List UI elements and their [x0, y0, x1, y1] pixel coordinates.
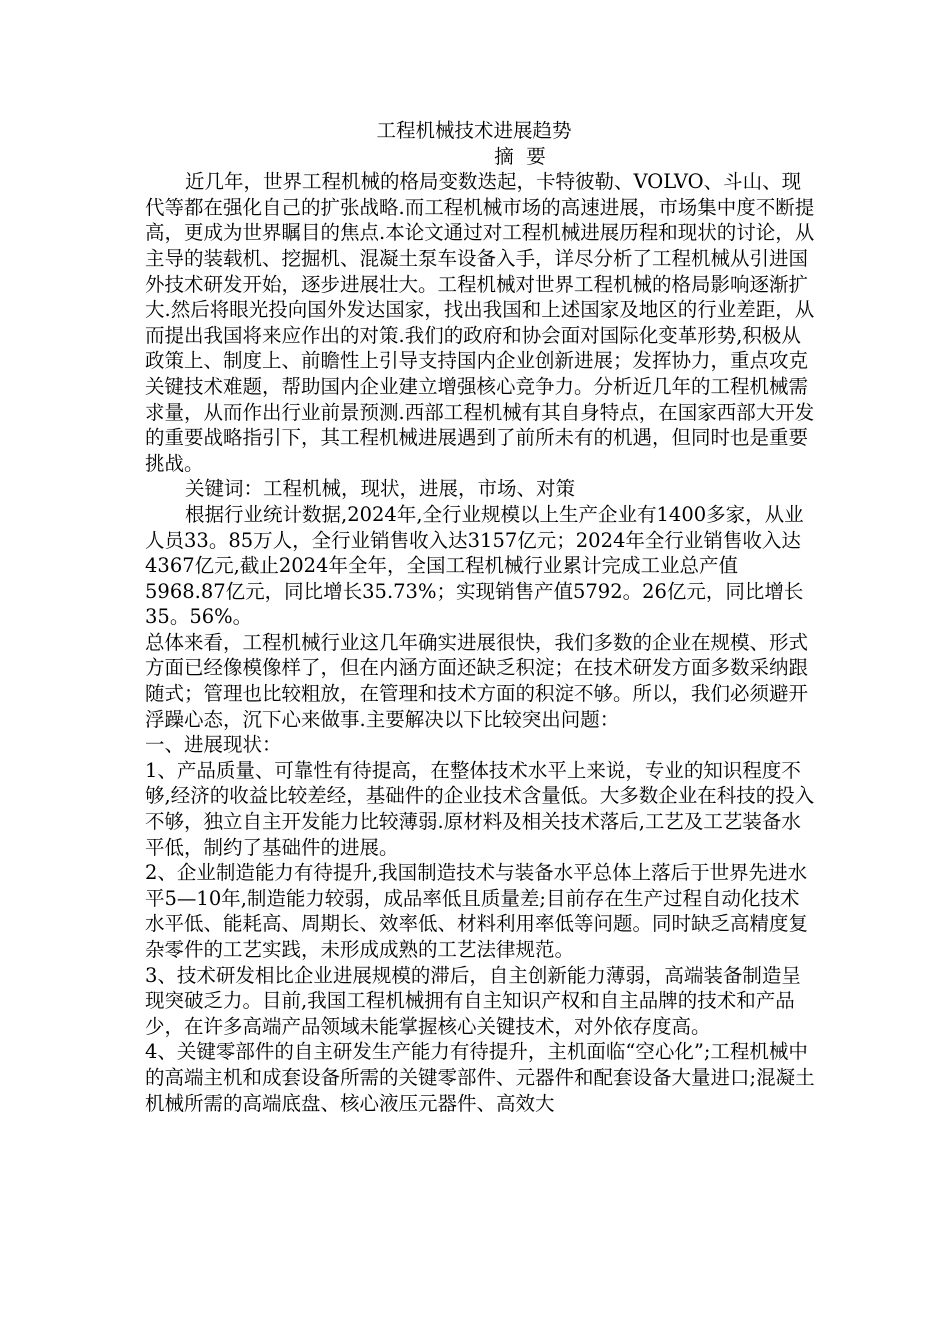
- abstract-heading: 摘 要: [494, 144, 546, 168]
- list-item-1: 1、产品质量、可靠性有待提高，在整体技术水平上来说，专业的知识程度不够,经济的收益比较差经，基础件的企业技术含量低。大多数企业在科技的投入不够，独立自主开发能力比较薄弱.原材料及相关技术落后,工艺及工艺装备水平低，制约了基础件的进展。: [145, 758, 815, 859]
- list-item-4: 4、关键零部件的自主研发生产能力有待提升，主机面临“空心化”;工程机械中的高端主机和成套设备所需的关键零部件、元器件和配套设备大量进口;混凝土机械所需的高端底盘、核心液压元器件、高效大: [145, 1040, 815, 1115]
- keywords-line: 关键词：工程机械，现状，进展，市场、对策: [185, 477, 576, 501]
- section-heading-status: 一、进展现状：: [145, 733, 282, 757]
- document-title: 工程机械技术进展趋势: [376, 119, 572, 142]
- list-item-3: 3、技术研发相比企业进展规模的滞后，自主创新能力薄弱，高端装备制造呈现突破乏力。目前,我国工程机械拥有自主知识产权和自主品牌的技术和产品少，在许多高端产品领域未能掌握核心关键技术，对外依存度高。: [145, 963, 801, 1038]
- statistics-paragraph: 根据行业统计数据,2024年,全行业规模以上生产企业有1400多家，从业人员33。85万人，全行业销售收入达3157亿元；2024年全行业销售收入达4367亿元,截止2024年全年，全国工程机械行业累计完成工业总产值5968.87亿元，同比增长35.73%；实现销售产值5792。26亿元，同比增长35。56%。: [145, 502, 804, 629]
- document-page: [145, 118, 815, 1116]
- abstract-paragraph: 近几年，世界工程机械的格局变数迭起，卡特彼勒、VOLVO、斗山、现代等都在强化自己的扩张战略.而工程机械市场的高速进展，市场集中度不断提高，更成为世界瞩目的焦点.本论文通过对工程机械进展历程和现状的讨论，从主导的装载机、挖掘机、混凝土泵车设备入手，详尽分析了工程机械从引进国外技术研发开始，逐步进展壮大。工程机械对世界工程机械的格局影响逐渐扩大.然后将眼光投向国外发达国家，找出我国和上述国家及地区的行业差距，从而提出我国将来应作出的对策.我们的政府和协会面对国际化变革形势,积极从政策上、制度上、前瞻性上引导支持国内企业创新进展；发挥协力，重点攻克关键技术难题，帮助国内企业建立增强核心竞争力。分析近几年的工程机械需求量，从而作出行业前景预测.西部工程机械有其自身特点，在国家西部大开发的重要战略指引下，其工程机械进展遇到了前所未有的机遇，但同时也是重要挑战。: [145, 170, 815, 475]
- summary-paragraph: 总体来看，工程机械行业这几年确实进展很快，我们多数的企业在规模、形式方面已经像模像样了，但在内涵方面还缺乏积淀；在技术研发方面多数采纳跟随式；管理也比较粗放，在管理和技术方面的积淀不够。所以，我们必须避开浮躁心态，沉下心来做事.主要解决以下比较突出问题：: [145, 630, 809, 731]
- list-item-2: 2、企业制造能力有待提升,我国制造技术与装备水平总体上落后于世界先进水平5—10年,制造能力较弱，成品率低且质量差;目前存在生产过程自动化技术水平低、能耗高、周期长、效率低、材料利用率低等问题。同时缺乏高精度复杂零件的工艺实践，未形成成熟的工艺法律规范。: [145, 861, 809, 961]
